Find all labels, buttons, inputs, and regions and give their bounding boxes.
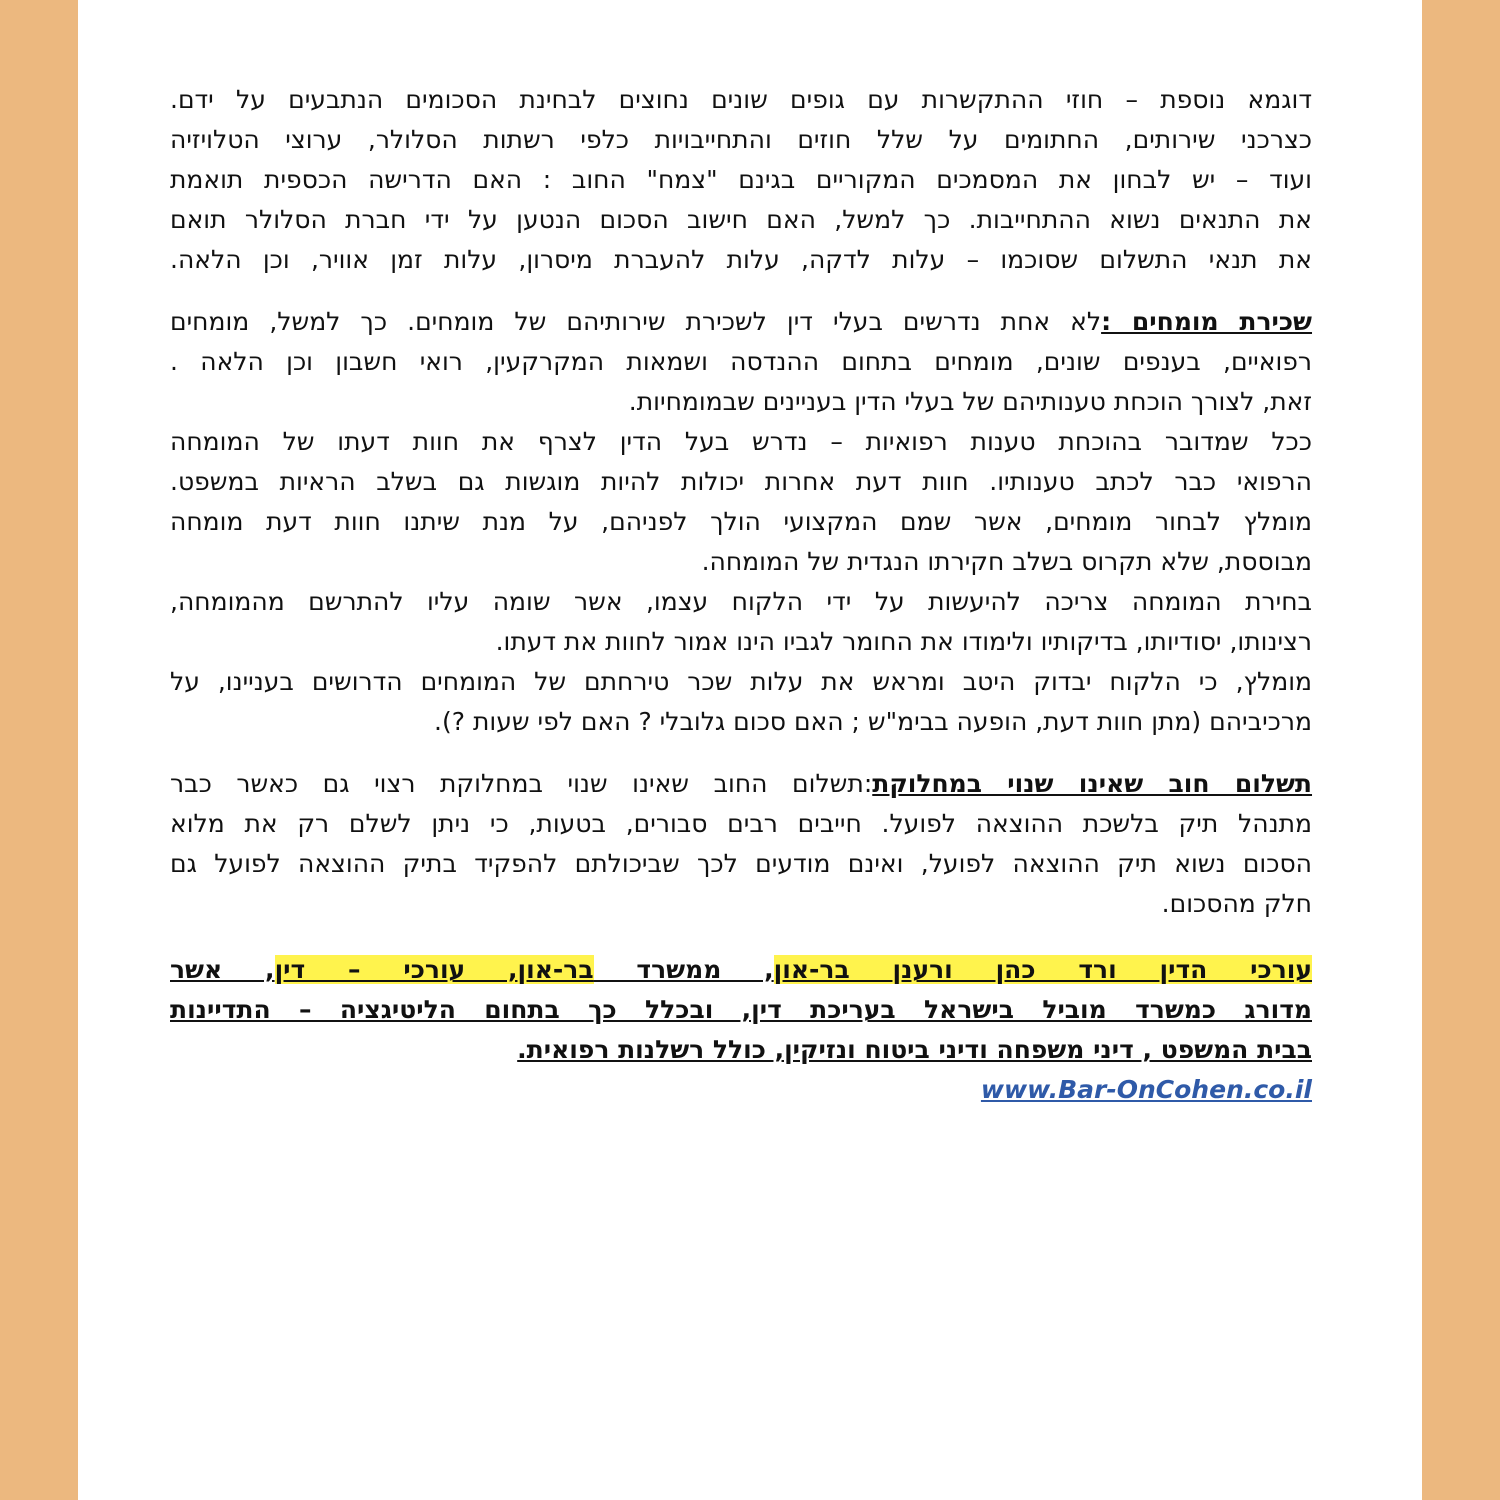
text-line: ועוד – יש לבחון את המסמכים המקוריים בגינם "צמח" החוב : האם הדרישה הכספית תואמת — [170, 165, 1312, 194]
text-span: , ממשרד — [593, 955, 774, 984]
firm-line: בבית המשפט , דיני משפחה ודיני ביטוח ונזיקין, כולל רשלנות רפואית. — [517, 1035, 1312, 1064]
document-body — [170, 80, 1312, 1110]
text-line: חלק מהסכום. — [1161, 889, 1312, 918]
text-line: את התנאים נשוא ההתחייבות. כך למשל, האם חישוב הסכום הנטען על ידי חברת הסלולר תואם — [170, 205, 1312, 234]
section-heading-experts: שכירת מומחים : — [1101, 307, 1313, 336]
text-line: מומלץ לבחור מומחים, אשר שמם המקצועי הולך לפניהם, על מנת שיתנו חוות דעת מומחה — [170, 507, 1312, 536]
section-experts — [170, 302, 1312, 742]
text-line: מבוססת, שלא תקרוס בשלב חקירתו הנגדית של המומחה. — [701, 547, 1312, 576]
text-span: , אשר — [170, 955, 275, 984]
text-span: לא אחת נדרשים בעלי דין לשכירת שירותיהם של מומחים. כך למשל, מומחים — [170, 307, 1102, 336]
text-line: ככל שמדובר בהוכחת טענות רפואיות – נדרש בעל הדין לצרף את חוות דעתו של המומחה — [170, 427, 1312, 456]
section-heading-payment: תשלום חוב שאינו שנוי במחלוקת — [872, 769, 1313, 798]
text-line: כצרכני שירותים, החתומים על שלל חוזים והתחייבויות כלפי רשתות הסלולר, ערוצי הטלויזיה — [170, 125, 1312, 154]
text-line: דוגמא נוספת – חוזי ההתקשרות עם גופים שונים נחוצים לבחינת הסכומים הנתבעים על ידם. — [170, 85, 1312, 114]
section-first-line — [170, 764, 1312, 804]
firm-line — [170, 950, 1312, 990]
text-line: מומלץ, כי הלקוח יבדוק היטב ומראש את עלות שכר טירחתם של המומחים הדרושים בעניינו, על — [170, 667, 1312, 696]
text-line: הסכום נשוא תיק ההוצאה לפועל, ואינם מודעים לכך שביכולתם להפקיד בתיק ההוצאה לפועל גם — [170, 849, 1312, 878]
firm-line: מדורג כמשרד מוביל בישראל בעריכת דין, ובכלל כך בתחום הליטיגציה – התדיינות — [170, 995, 1312, 1024]
text-span: :תשלום החוב שאינו שנוי במחלוקת רצוי גם כאשר כבר — [170, 769, 873, 798]
text-line: הרפואי כבר לכתב טענותיו. חוות דעת אחרות יכולות להיות מוגשות גם בשלב הראיות במשפט. — [170, 467, 1312, 496]
highlighted-text: עורכי הדין ורד כהן ורענן בר-און — [773, 955, 1312, 984]
text-line: זאת, לצורך הוכחת טענותיהם של בעלי הדין בעניינים שבמומחיות. — [628, 387, 1312, 416]
text-line: מרכיביהם (מתן חוות דעת, הופעה בבימ"ש ; האם סכום גלובלי ? האם לפי שעות ?). — [434, 707, 1312, 736]
text-line: רפואיים, בענפים שונים, מומחים בתחום ההנדסה ושמאות המקרקעין, רואי חשבון וכן הלאה . — [170, 347, 1312, 376]
paragraph-contracts — [170, 80, 1312, 280]
section-first-line — [170, 302, 1312, 342]
website-line — [170, 1070, 1312, 1110]
text-line: רצינותו, יסודיותו, בדיקותיו ולימודו את החומר לגביו הינו אמור לחוות את דעתו. — [495, 627, 1312, 656]
document-page — [78, 0, 1422, 1500]
text-line: את תנאי התשלום שסוכמו – עלות לדקה, עלות להעברת מיסרון, עלות זמן אוויר, וכן הלאה. — [170, 245, 1312, 274]
firm-info — [170, 950, 1312, 1110]
website-link[interactable]: www.Bar-OnCohen.co.il — [980, 1075, 1312, 1104]
text-line: בחירת המומחה צריכה להיעשות על ידי הלקוח עצמו, אשר שומה עליו להתרשם מהמומחה, — [170, 587, 1312, 616]
highlighted-text: בר-און, עורכי – דין — [274, 955, 594, 984]
section-payment — [170, 764, 1312, 924]
text-line: מתנהל תיק בלשכת ההוצאה לפועל. חייבים רבים סבורים, בטעות, כי ניתן לשלם רק את מלוא — [170, 809, 1312, 838]
